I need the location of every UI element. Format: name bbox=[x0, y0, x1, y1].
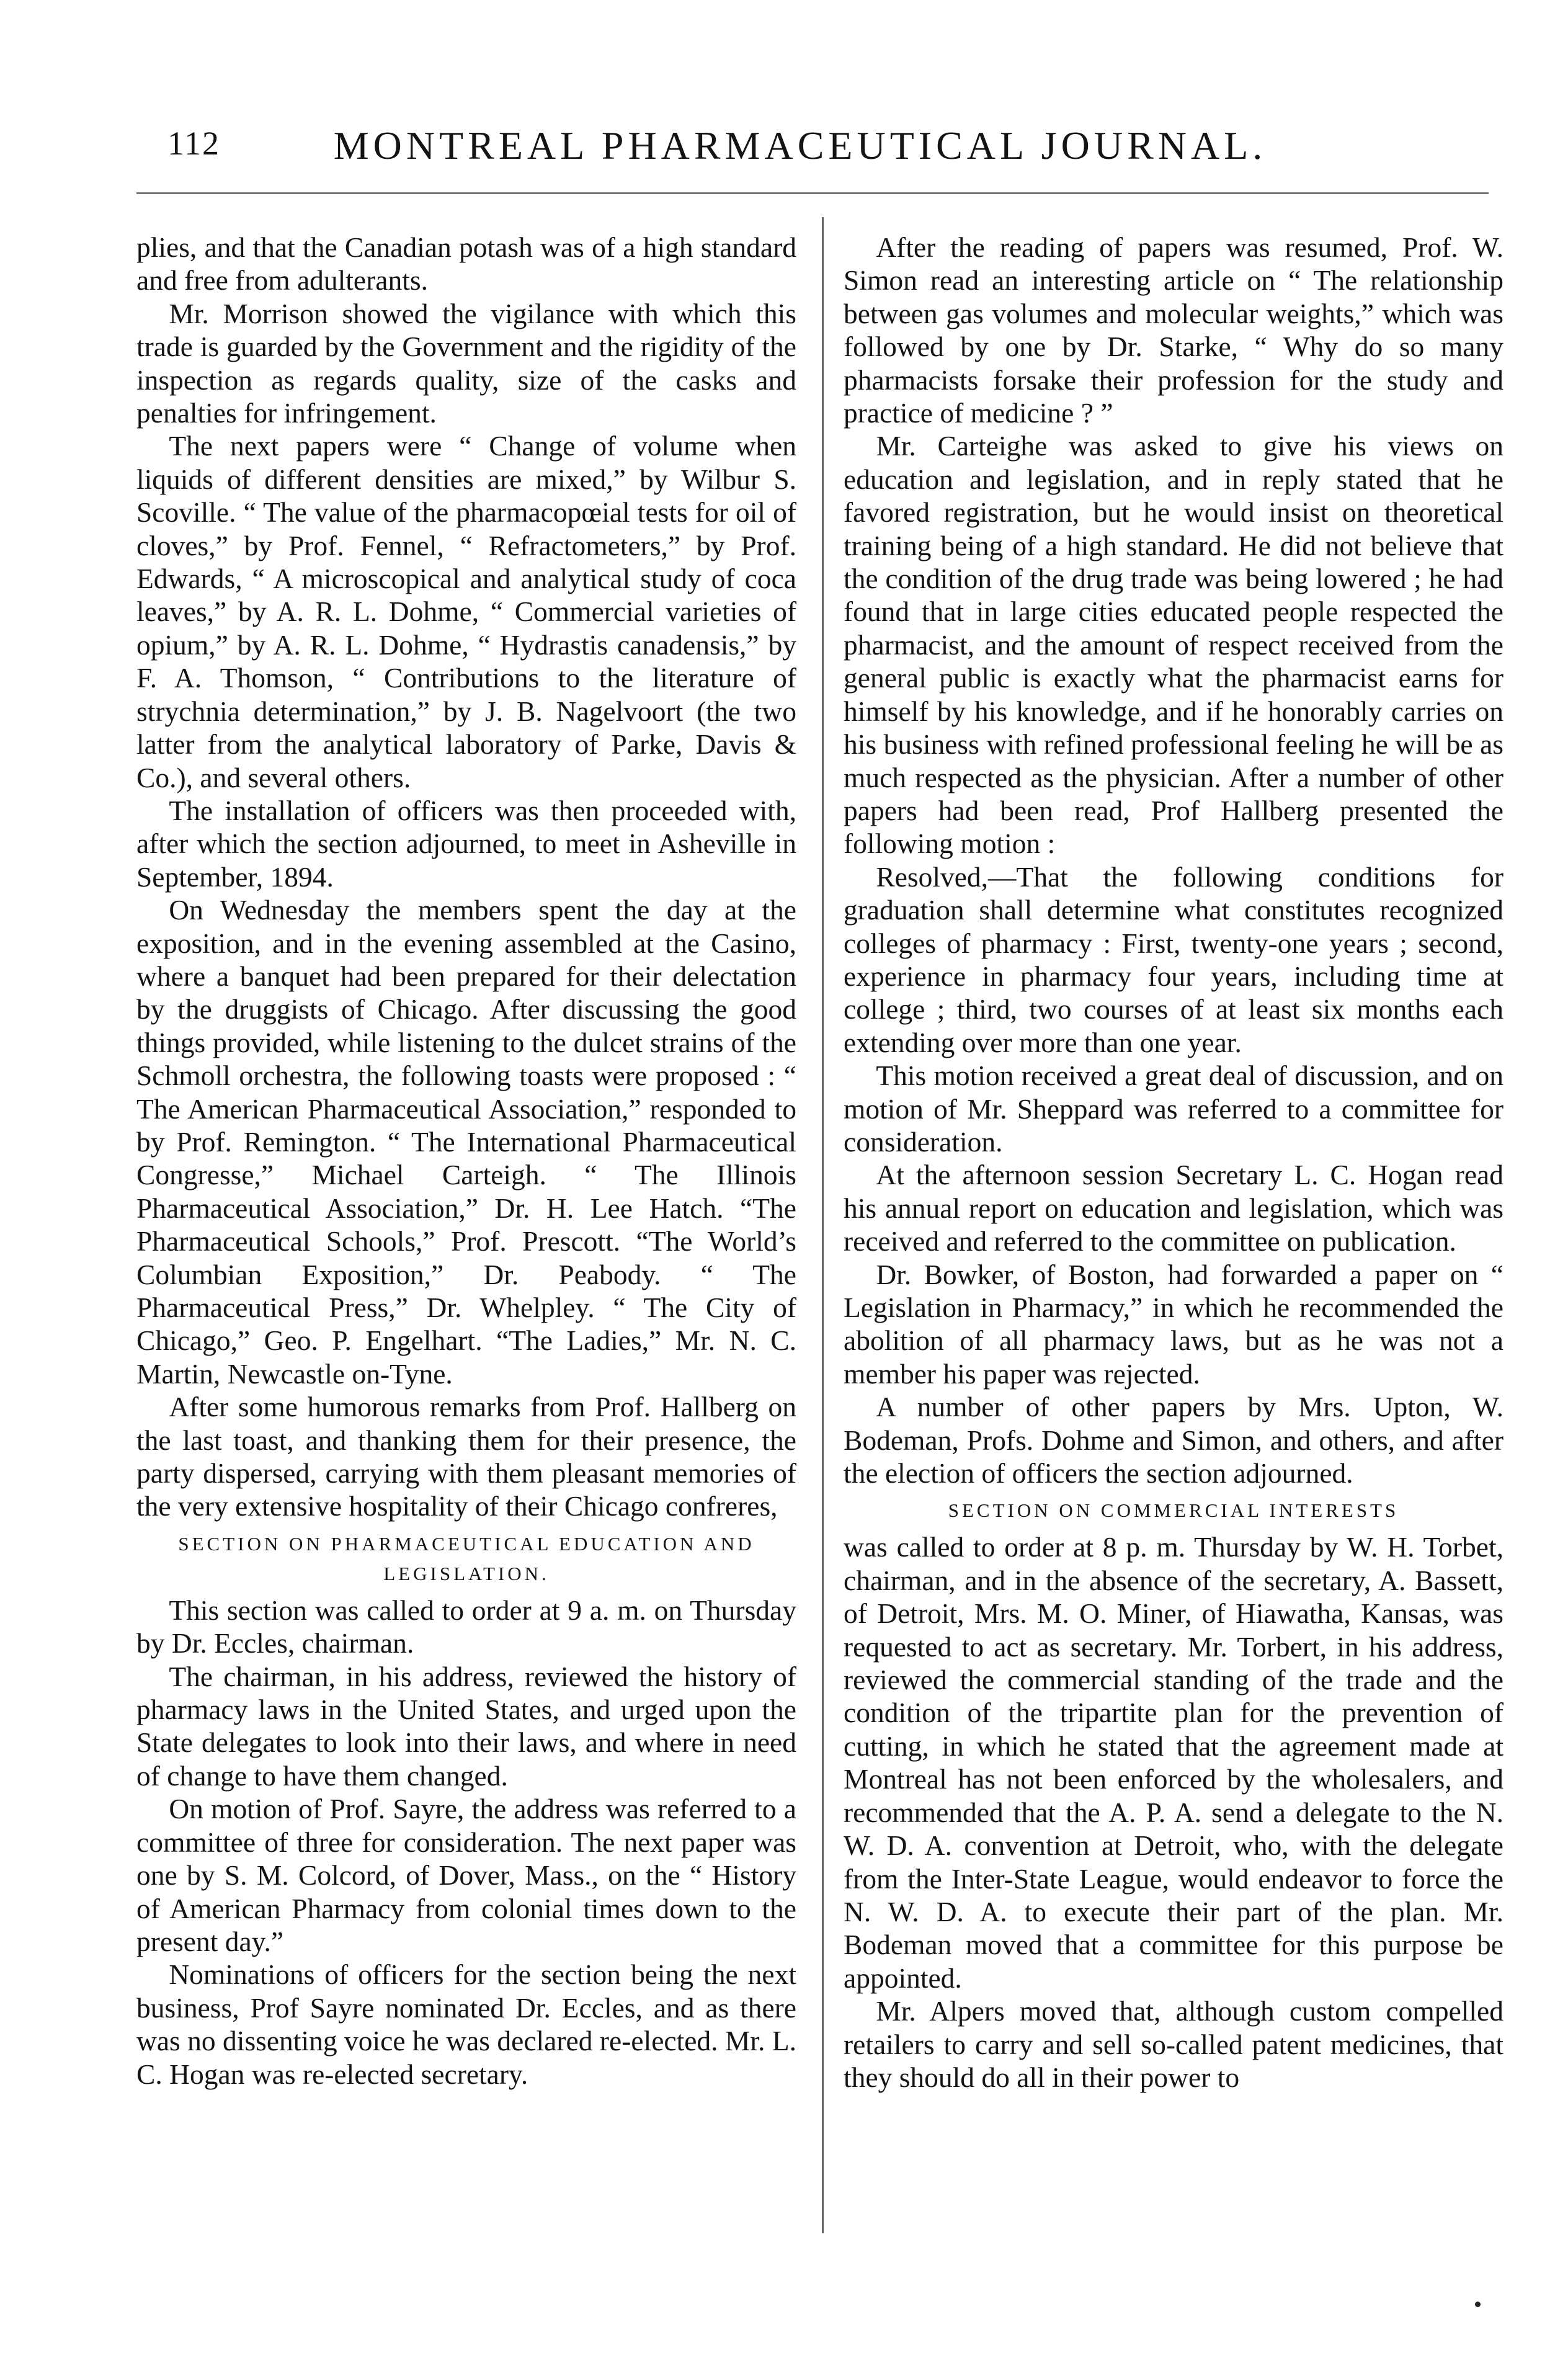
left-paragraph: Mr. Morrison showed the vigilance with which this trade is guarded by the Government and the rigidity of the inspection as regards quality, size of the casks and penalties for infringement. bbox=[136, 297, 796, 429]
right-paragraph: Resolved,—That the following conditions for graduation shall determine what constitutes recognized colleges of pharmacy : First, twenty-one years ; second, experience in pharmacy four years, including time at college ; third, two courses of at least six months each extending over more than one year. bbox=[844, 860, 1503, 1058]
right-paragraph: Mr. Alpers moved that, although custom compelled retailers to carry and sell so-called patent medicines, that they should do all in their power to bbox=[844, 1995, 1503, 2093]
section-heading: SECTION ON COMMERCIAL INTERESTS bbox=[948, 1499, 1399, 1522]
right-paragraph: Mr. Carteighe was asked to give his views on education and legislation, and in reply stated that he favored registration, but he would insist on theoretical training being of a high standard. He did not believe that the condition of the drug trade was being lowered ; he had found that in large cities educated people respected the pharmacist, and the amount of respect received from the general public is exactly what the pharmacist earns for himself by his knowledge, and if he honorably carries on his business with refined professional feeling he will be as much respected as the physician. After a number of other papers had been read, Prof Hallberg presented the following motion : bbox=[844, 430, 1503, 860]
left-paragraph: On motion of Prof. Sayre, the address was referred to a committee of three for consideration. The next paper was one by S. M. Colcord, of Dover, Mass., on the “ History of American Pharmacy from colonial times down to the present day.” bbox=[136, 1793, 796, 1957]
column-divider bbox=[822, 217, 824, 2233]
left-paragraph: This section was called to order at 9 a. m. on Thursday by Dr. Eccles, chairman. bbox=[136, 1594, 796, 1659]
page-number: 112 bbox=[167, 125, 220, 162]
left-paragraph: On Wednesday the members spent the day at the exposition, and in the evening assembled at the Casino, where a banquet had been prepared for their delectation by the druggists of Chicago. After discussing the good things provided, while listening to the dulcet strains of the Schmoll orchestra, the following toasts were proposed : “ The American Pharmaceutical Association,” responded to by Prof. Remington. “ The International Pharmaceutical Congresse,” Michael Carteigh. “ The Illinois Pharmaceutical Association,” Dr. H. Lee Hatch. “The Pharmaceutical Schools,” Prof. Prescott. “The World’s Columbian Exposition,” Dr. Peabody. “ The Pharmaceutical Press,” Dr. Whelpley. “ The City of Chicago,” Geo. P. Engelhart. “The Ladies,” Mr. N. C. Martin, Newcastle on-Tyne. bbox=[136, 894, 796, 1390]
left-paragraph: Nominations of officers for the section being the next business, Prof Sayre nominated Dr. Eccles, and as there was no dissenting voice he was declared re-elected. Mr. L. C. Hogan was re-elected secretary. bbox=[136, 1958, 796, 2090]
left-paragraph: After some humorous remarks from Prof. Hallberg on the last toast, and thanking them for their presence, the party dispersed, carrying with them pleasant memories of the very extensive hospitality of their Chicago confreres, bbox=[136, 1391, 796, 1522]
left-paragraph: plies, and that the Canadian potash was of a high standard and free from adulterants. bbox=[136, 231, 796, 297]
left-paragraph: The next papers were “ Change of volume when liquids of different densities are mixed,” by Wilbur S. Scoville. “ The value of the pharmacopœial tests for oil of cloves,” by Prof. Fennel, “ Refractometers,” by Prof. Edwards, “ A microscopical and analytical study of coca leaves,” by A. R. L. Dohme, “ Commercial varieties of opium,” by A. R. L. Dohme, “ Hydrastis canadensis,” by F. A. Thomson, “ Contributions to the literature of strychnia determination,” by J. B. Nagelvoort (the two latter from the analytical laboratory of Parke, Davis & Co.), and several others. bbox=[136, 430, 796, 793]
right-paragraph: Dr. Bowker, of Boston, had forwarded a paper on “ Legislation in Pharmacy,” in which he recommended the abolition of all pharmacy laws, but as he was not a member his paper was rejected. bbox=[844, 1258, 1503, 1390]
right-paragraph: At the afternoon session Secretary L. C. Hogan read his annual report on education and legislation, which was received and referred to the committee on publication. bbox=[844, 1159, 1503, 1257]
right-paragraph: A number of other papers by Mrs. Upton, W. Bodeman, Profs. Dohme and Simon, and others, and after the election of officers the section adjourned. bbox=[844, 1391, 1503, 1489]
right-column bbox=[844, 231, 1503, 2238]
right-paragraph: was called to order at 8 p. m. Thursday by W. H. Torbet, chairman, and in the absence of the secretary, A. Bassett, of Detroit, Mrs. M. O. Miner, of Hiawatha, Kansas, was requested to act as secretary. Mr. Torbert, in his address, reviewed the commercial standing of the trade and the condition of the tripartite plan for the prevention of cutting, in which he stated that the agreement made at Montreal has not been enforced by the wholesalers, and recommended that the A. P. A. send a delegate to the N. W. D. A. convention at Detroit, who, with the delegate from the Inter-State League, would endeavor to force the N. W. D. A. to execute their part of the plan. Mr. Bodeman moved that a committee for this purpose be appointed. bbox=[844, 1531, 1503, 1994]
page-header bbox=[99, 123, 1501, 179]
right-paragraph: After the reading of papers was resumed, Prof. W. Simon read an interesting article on “ The relationship between gas volumes and molecular weights,” which was followed by one by Dr. Starke, “ Why do so many pharmacists forsake their profession for the study and practice of medicine ? ” bbox=[844, 231, 1503, 429]
right-paragraph: This motion received a great deal of discussion, and on motion of Mr. Sheppard was referred to a committee for consideration. bbox=[844, 1060, 1503, 1158]
left-column bbox=[136, 231, 796, 2238]
section-heading: SECTION ON PHARMACEUTICAL EDUCATION AND LEGISLATION. bbox=[178, 1532, 755, 1584]
left-paragraph: The installation of officers was then proceeded with, after which the section adjourned, to meet in Asheville in September, 1894. bbox=[136, 794, 796, 893]
journal-title: MONTREAL PHARMACEUTICAL JOURNAL. bbox=[333, 123, 1267, 167]
ink-speck bbox=[1475, 2302, 1481, 2307]
left-paragraph: The chairman, in his address, reviewed the history of pharmacy laws in the United States, and urged upon the State delegates to look into their laws, and where in need of change to have them changed. bbox=[136, 1660, 796, 1792]
header-divider bbox=[136, 192, 1489, 194]
